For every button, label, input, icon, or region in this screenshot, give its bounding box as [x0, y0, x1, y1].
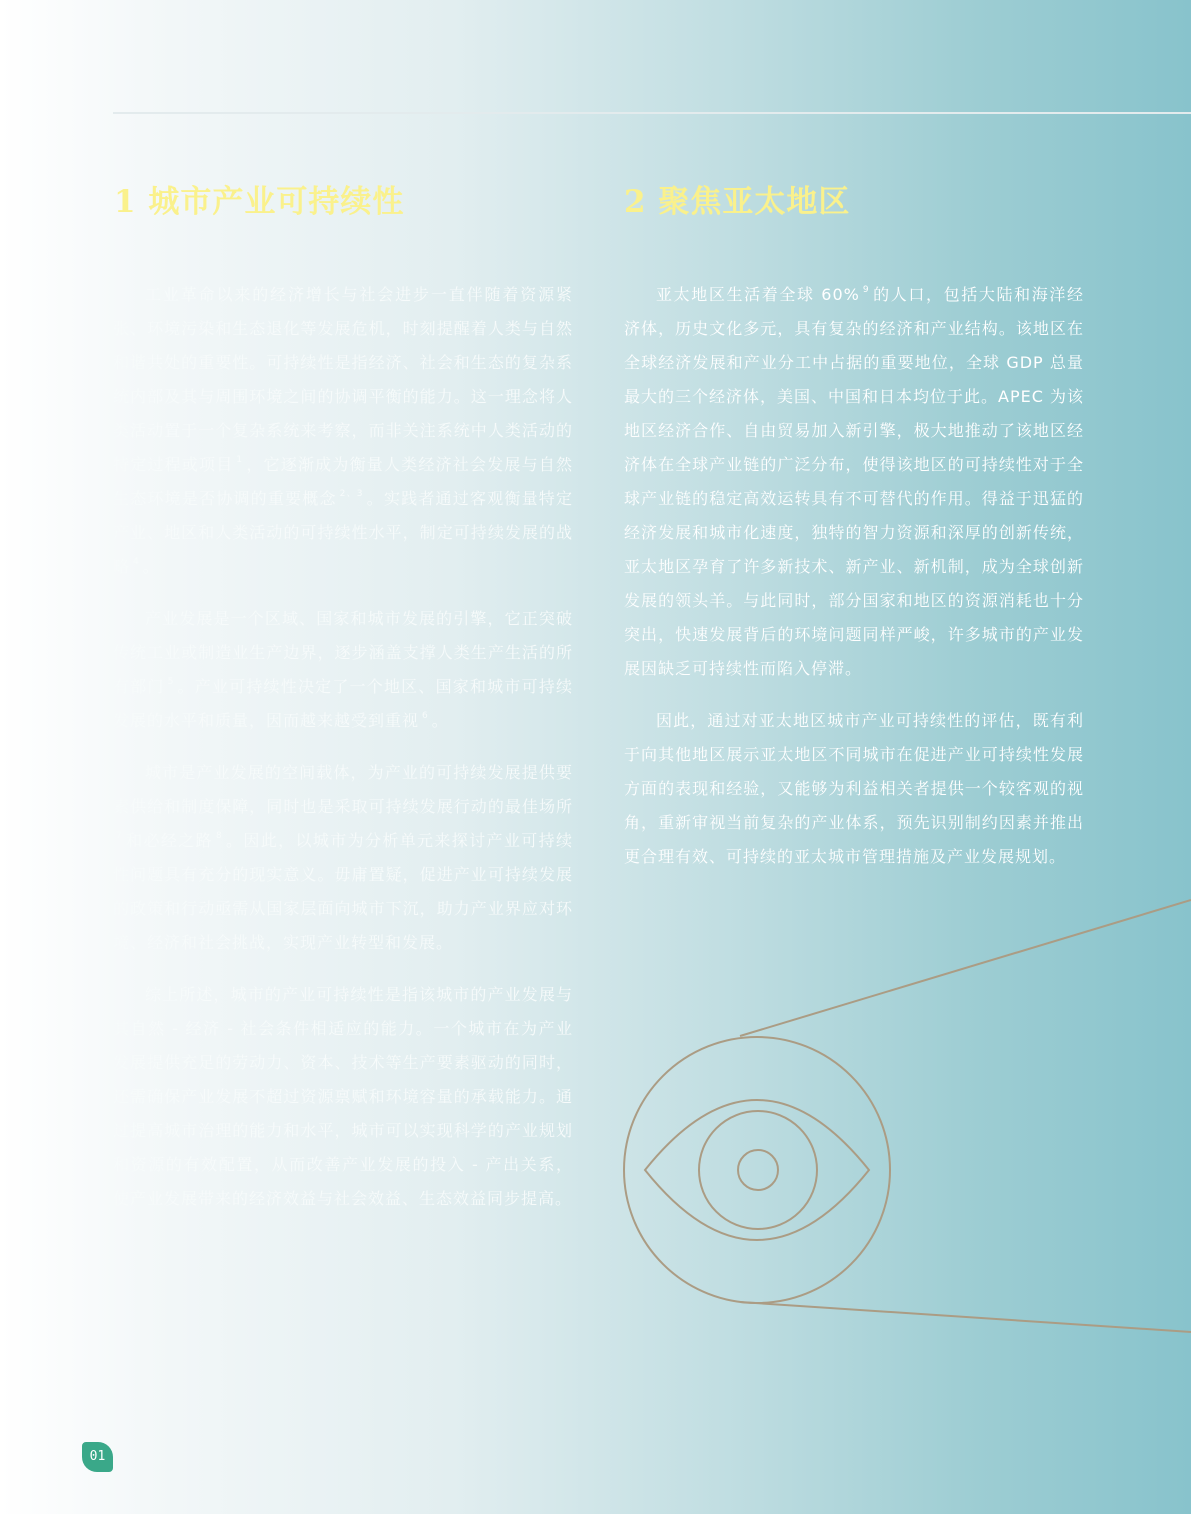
- paragraph-text: 产业发展是一个区域、国家和城市发展的引擎，它正突破传统工业或制造业生产边界，逐步涵盖支撑人类生产生活的所有部门: [113, 609, 573, 696]
- paragraph-text: 。: [142, 557, 160, 576]
- eye-lid-outline: [645, 1100, 869, 1240]
- section-heading-2: 2 聚焦亚太地区: [624, 184, 851, 220]
- footnote-ref: 6: [422, 711, 429, 721]
- paragraph-text: 的人口，包括大陆和海洋经济体，历史文化多元，具有复杂的经济和产业结构。该地区在全球经济发展和产业分工中占据的重要地位，全球 GDP 总量最大的三个经济体，美国、中国和日本均位于此。APEC 为该地区经济合作、自由贸易加入新引擎，极大地推动了该地区经济体在全球产业链的广泛分布，使得该地区的可持续性对于全球产业链的稳定高效运转具有不可替代的作用。得益于迅猛的经济发展和城市化速度，独特的智力资源和深厚的创新传统，亚太地区孕育了许多新技术、新产业、新机制，成为全球创新发展的领头羊。与此同时，部分国家和地区的资源消耗也十分突出，快速发展背后的环境问题同样严峻，许多城市的产业发展因缺乏可持续性而陷入停滞。: [624, 285, 1084, 678]
- paragraph-text: ，它逐渐成为衡量人类经济社会发展与自然生态环境是否协调的重要概念: [113, 455, 573, 508]
- footnote-ref: 1: [236, 455, 244, 465]
- paragraph-text: 。: [431, 711, 449, 730]
- footnote-ref: 4: [133, 557, 140, 567]
- paragraph-text: 。因此，以城市为分析单元来探讨产业可持续性问题具有充分的现实意义。毋庸置疑，促进产业可持续发展的政策和行动亟需从国家层面向城市下沉，助力产业界应对环境、经济和社会挑战，实现产业转型和发展。: [113, 831, 573, 952]
- paragraph-text: 。产业可持续性决定了一个地区、国家和城市可持续发展的水平和质量，因而越来越受到重视: [113, 677, 573, 730]
- paragraph-text: 亚太地区生活着全球 60%: [656, 285, 860, 304]
- paragraph-text: 因此，通过对亚太地区城市产业可持续性的评估，既有利于向其他地区展示亚太地区不同城市在促进产业可持续性发展方面的表现和经验，又能够为利益相关者提供一个较客观的视角，重新审视当前复杂的产业体系，预先识别制约因素并推出更合理有效、可持续的亚太城市管理措施及产业发展规划。: [624, 711, 1084, 866]
- footnote-ref: 5: [167, 677, 175, 687]
- footnote-ref: 2、3: [339, 489, 364, 499]
- eye-outer-circle: [624, 1037, 890, 1303]
- paragraph-text: 城市是产业发展的空间载体，为产业的可持续发展提供要素供给和制度保障，同时也是采取可持续发展行动的最佳场所: [113, 763, 573, 816]
- section-heading-1: 1 城市产业可持续性: [114, 184, 405, 220]
- paragraph-text: 工业革命以来的经济增长与社会进步一直伴随着资源紧张、环境污染和生态退化等发展危机，时刻提醒着人类与自然和谐共处的重要性。可持续性是指经济、社会和生态的复杂系统内部及其与周围环境之间的协调平衡的能力。这一理念将人类活动置于一个复杂系统来考察，而非关注系统中人类活动的特定过程或项目: [113, 285, 573, 474]
- footnote-ref: 7: [116, 831, 123, 841]
- page-number-badge: 01: [82, 1442, 113, 1472]
- perspective-line-bottom: [740, 1302, 1191, 1332]
- footnote-ref: 8: [215, 831, 223, 841]
- eye-pupil: [738, 1150, 778, 1190]
- footnote-ref: 9: [862, 285, 870, 295]
- paragraph-text: 综上所述，城市的产业可持续性是指该城市的产业发展与其自然 - 经济 - 社会条件相适应的能力。一个城市在为产业发展提供充足的劳动力、资本、技术等生产要素驱动的同时，还需确保产业发展不超过资源禀赋和环境容量的承载能力。通过提高城市治理的能力和水平，城市可以实现科学的产业规划和资源的有效配置，从而改善产业发展的投入 - 产出关系，使产业发展带来的经济效益与社会效益、生态效益同步提高。: [113, 985, 573, 1208]
- eye-iris: [699, 1111, 817, 1229]
- perspective-line-top: [740, 900, 1191, 1036]
- paragraph-text: 和必经之路: [125, 831, 213, 850]
- paragraph-text: 。实践者通过客观衡量特定产业、地区和人类活动的可持续性水平，制定可持续发展的战略: [113, 489, 573, 576]
